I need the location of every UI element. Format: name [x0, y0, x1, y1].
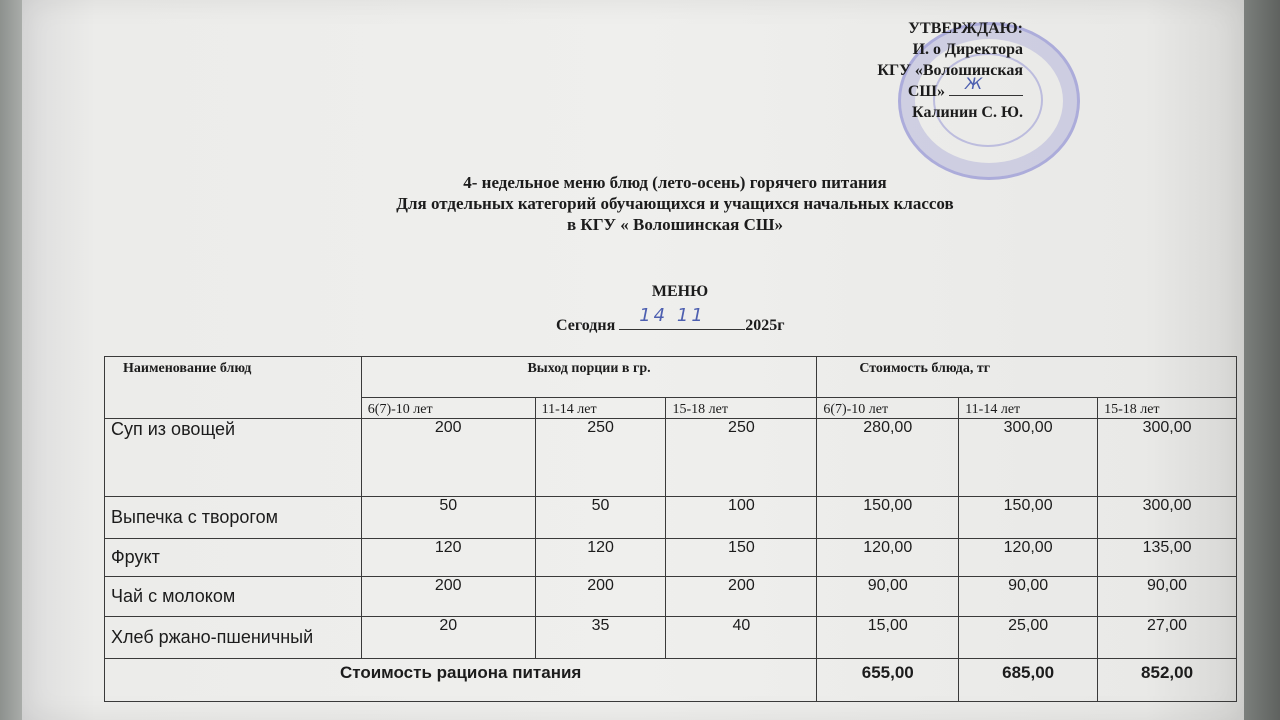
table-cell: 300,00 [959, 419, 1098, 497]
dish-name: Суп из овощей [105, 419, 362, 497]
signature-line [949, 74, 1023, 96]
header-portion: Выход порции в гр. [361, 357, 817, 398]
table-cell: 150,00 [817, 497, 959, 539]
table-cell: 40 [666, 617, 817, 659]
total-value: 655,00 [817, 659, 959, 702]
approval-block [877, 18, 1023, 123]
header-cost: Стоимость блюда, тг [817, 357, 1237, 398]
age-group-header: 15-18 лет [666, 398, 817, 419]
date-line [556, 305, 785, 335]
table-cell: 120 [361, 539, 535, 577]
signature-mark: Ж [965, 74, 983, 93]
title-line2: Для отдельных категорий обучающихся и учащихся начальных классов [396, 194, 954, 213]
age-group-header: 6(7)-10 лет [361, 398, 535, 419]
total-value: 685,00 [959, 659, 1098, 702]
age-group-header: 11-14 лет [959, 398, 1098, 419]
table-cell: 90,00 [1098, 577, 1237, 617]
table-cell: 25,00 [959, 617, 1098, 659]
date-handwritten: 14 11 [639, 305, 706, 326]
table-row [105, 497, 1237, 539]
date-blank [619, 305, 745, 330]
approval-line3: КГУ «Волошинская [877, 62, 1023, 79]
table-cell: 300,00 [1098, 419, 1237, 497]
total-value: 852,00 [1098, 659, 1237, 702]
table-cell: 27,00 [1098, 617, 1237, 659]
table-cell: 280,00 [817, 419, 959, 497]
background-right [1244, 0, 1280, 720]
header-dish-name: Наименование блюд [105, 357, 362, 419]
table-cell: 200 [361, 577, 535, 617]
menu-table [104, 356, 1237, 702]
table-cell: 200 [361, 419, 535, 497]
table-cell: 100 [666, 497, 817, 539]
total-label: Стоимость рациона питания [105, 659, 817, 702]
table-cell: 150 [666, 539, 817, 577]
approval-line5: Калинин С. Ю. [912, 104, 1023, 121]
table-cell: 120,00 [817, 539, 959, 577]
table-cell: 135,00 [1098, 539, 1237, 577]
table-cell: 50 [361, 497, 535, 539]
table-row [105, 419, 1237, 497]
menu-label: МЕНЮ [651, 283, 709, 300]
table-cell: 35 [535, 617, 666, 659]
document-title [170, 172, 1180, 235]
table-cell: 250 [535, 419, 666, 497]
table-cell: 120 [535, 539, 666, 577]
table-cell: 150,00 [959, 497, 1098, 539]
table-cell: 200 [535, 577, 666, 617]
title-line1: 4- недельное меню блюд (лето-осень) горячего питания [463, 173, 887, 192]
date-suffix: 2025г [745, 317, 785, 334]
background-left [0, 0, 22, 720]
table-row [105, 577, 1237, 617]
age-group-header: 11-14 лет [535, 398, 666, 419]
dish-name: Фрукт [105, 539, 362, 577]
age-group-header: 6(7)-10 лет [817, 398, 959, 419]
table-cell: 50 [535, 497, 666, 539]
approval-line2: И. о Директора [912, 41, 1023, 58]
table-cell: 120,00 [959, 539, 1098, 577]
table-cell: 300,00 [1098, 497, 1237, 539]
table-row [105, 617, 1237, 659]
table-cell: 90,00 [817, 577, 959, 617]
table-cell: 15,00 [817, 617, 959, 659]
approval-line4 [877, 74, 1023, 102]
total-row [105, 659, 1237, 702]
table-row [105, 539, 1237, 577]
dish-name: Чай с молоком [105, 577, 362, 617]
table-cell: 20 [361, 617, 535, 659]
dish-name: Хлеб ржано-пшеничный [105, 617, 362, 659]
title-line3: в КГУ « Волошинская СШ» [566, 215, 784, 234]
table-cell: 200 [666, 577, 817, 617]
approval-line1: УТВЕРЖДАЮ: [908, 20, 1023, 37]
dish-name: Выпечка с творогом [105, 497, 362, 539]
table-cell: 250 [666, 419, 817, 497]
table-cell: 90,00 [959, 577, 1098, 617]
date-prefix: Сегодня [556, 317, 616, 334]
approval-line4-prefix: СШ» [907, 83, 945, 100]
age-group-header: 15-18 лет [1098, 398, 1237, 419]
